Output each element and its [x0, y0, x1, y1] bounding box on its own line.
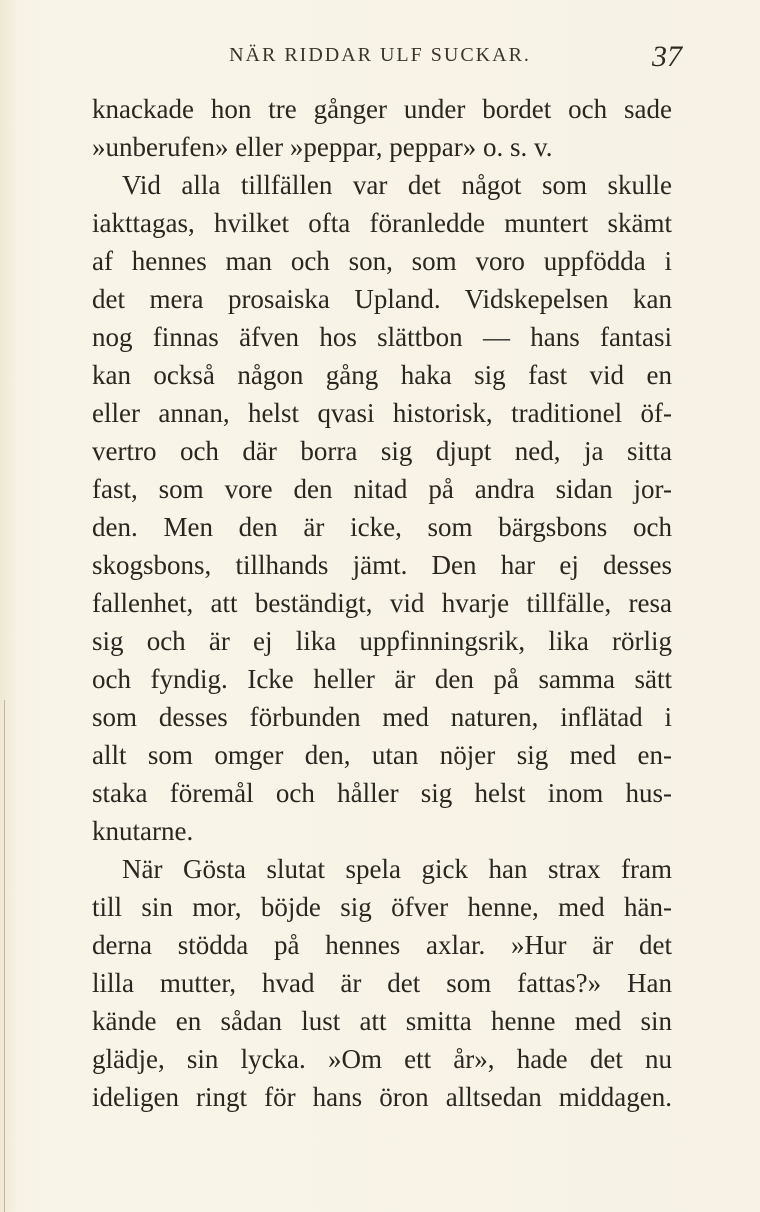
page-edge-shadow — [4, 700, 5, 1212]
text-line: kan också någon gång haka sig fast vid en — [92, 360, 672, 390]
text-line: »unberufen» eller »peppar, peppar» o. s. v. — [92, 132, 553, 162]
text-line: sig och är ej lika uppfinningsrik, lika rörlig — [92, 626, 672, 656]
text-line: allt som omger den, utan nöjer sig med en- — [92, 740, 672, 770]
text-line: fast, som vore den nitad på andra sidan jor- — [92, 474, 672, 504]
running-title: NÄR RIDDAR ULF SUCKAR. — [229, 44, 531, 66]
text-line: derna stödda på hennes axlar. »Hur är det — [92, 930, 672, 960]
text-line: af hennes man och son, som voro uppfödda i — [92, 246, 672, 276]
text-line: det mera prosaiska Upland. Vidskepelsen kan — [92, 284, 672, 314]
text-line: nog finnas äfven hos slättbon — hans fantasi — [92, 322, 672, 352]
text-line: knackade hon tre gånger under bordet och sade — [92, 94, 672, 124]
page-number: 37 — [652, 40, 682, 73]
text-line: staka föremål och håller sig helst inom hus- — [92, 778, 672, 808]
text-line: knutarne. — [92, 816, 194, 846]
text-line: och fyndig. Icke heller är den på samma sätt — [92, 664, 672, 694]
text-line: glädje, sin lycka. »Om ett år», hade det nu — [92, 1044, 672, 1074]
text-line: vertro och där borra sig djupt ned, ja sitta — [92, 436, 672, 466]
text-line: lilla mutter, hvad är det som fattas?» Han — [92, 968, 672, 998]
text-line: ideligen ringt för hans öron alltsedan middagen. — [92, 1082, 672, 1112]
text-line: fallenhet, att beständigt, vid hvarje tillfälle, resa — [92, 588, 672, 618]
text-line: till sin mor, böjde sig öfver henne, med hän- — [92, 892, 672, 922]
text-line: eller annan, helst qvasi historisk, traditionel öf- — [92, 398, 672, 428]
text-line: som desses förbunden med naturen, inflätad i — [92, 702, 672, 732]
text-line: skogsbons, tillhands jämt. Den har ej desses — [92, 550, 672, 580]
body-text — [92, 90, 672, 1116]
paragraph-start-line: När Gösta slutat spela gick han strax fram — [122, 854, 672, 884]
text-line: iakttagas, hvilket ofta föranledde muntert skämt — [92, 208, 672, 238]
running-head — [0, 40, 760, 84]
text-line: den. Men den är icke, som bärgsbons och — [92, 512, 672, 542]
paragraph-start-line: Vid alla tillfällen var det något som skulle — [122, 170, 672, 200]
text-line: kände en sådan lust att smitta henne med sin — [92, 1006, 672, 1036]
